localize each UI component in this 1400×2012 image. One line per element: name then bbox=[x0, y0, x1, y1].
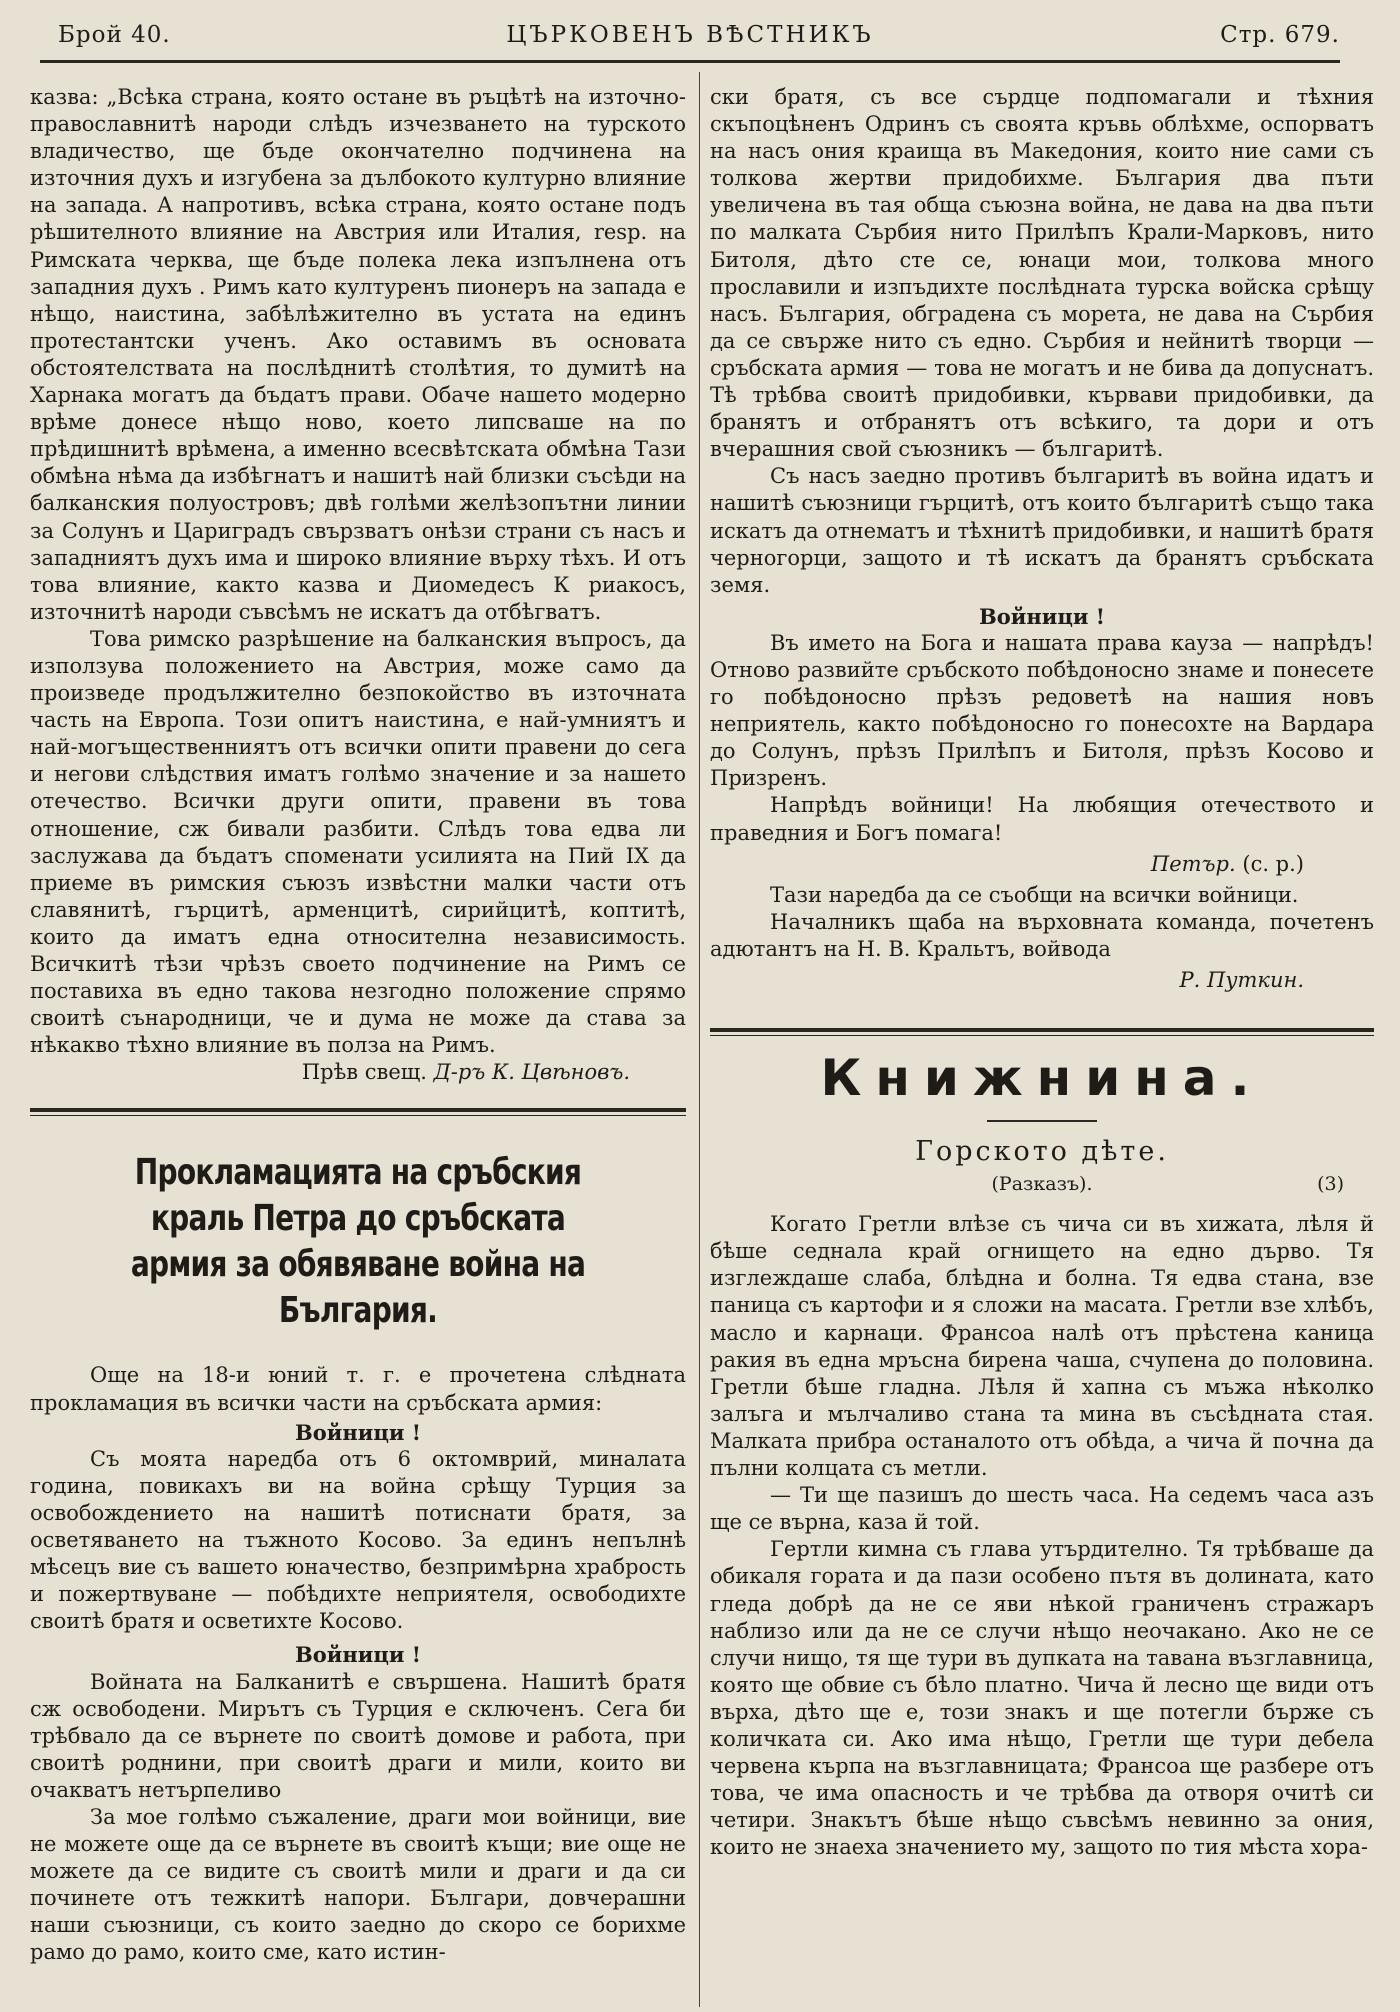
page-number: Стр. 679. bbox=[1220, 22, 1340, 48]
proclamation-paragraph: Войната на Балканитѣ е свършена. Нашитѣ братя сж освободени. Мирътъ съ Турция е сключенъ. Сега би трѣбвало да се върнете по своитѣ домове и работа, при своитѣ роднини, при своитѣ драги и мили, които ви очакватъ нетърпеливо bbox=[30, 1669, 686, 1802]
left-column bbox=[30, 84, 686, 1967]
proclamation-headline: Прокламацията на сръбския краль Петра до сръбската армия за обявяване война на България. bbox=[130, 1152, 586, 1332]
signature-name: Д-ръ К. Цвѣновъ. bbox=[433, 1060, 630, 1085]
newspaper-title: ЦЪРКОВЕНЪ ВѢСТНИКЪ bbox=[506, 22, 874, 48]
signature-prefix: Прѣв свещ. bbox=[301, 1060, 427, 1085]
article-paragraph: Това римско разрѣшение на балканския въпросъ, да използува положението на Австрия, може само да произведе продължително безпокойство въ източната часть на Европа. Този опитъ наистина, е най-умниятъ и най-могъщественниятъ отъ всички опити правени до сега и негови слѣдствия иматъ голѣмо значение и за нашето отечество. Всички други опити, правени въ това отношение, сж бивали разбити. Слѣдъ това едва ли заслужава да бъдатъ споменати усилията на Пий IX да приеме въ римския съюзъ извѣстни малки части отъ славянитѣ, гърцитѣ, арменцитѣ, сирийцитѣ, коптитѣ, които да иматъ една относителна независимость. Всичкитѣ тѣзи чрѣзъ своето подчинение на Римъ се поставиха въ едно такова незгодно положение спрямо своитѣ сънародници, че и дума не може да става за нѣкакво тѣхно влияние въ полза на Римъ. bbox=[30, 626, 686, 1058]
proclamation-paragraph: Въ името на Бога и нашата права кауза — напрѣдъ! Отново развийте сръбското побѣдоносно знаме и понесете го побѣдоносно прѣзъ редоветѣ на нашия новъ неприятель, както побѣдоносно го понесохте на Вардара до Солунъ, прѣзъ Прилѣпъ и Битоля, прѣзъ Косово и Призренъ. bbox=[710, 630, 1374, 791]
proclamation-intro: Още на 18-и юний т. г. е прочетена слѣдната прокламация въ всички части на сръбската армия: bbox=[30, 1363, 686, 1415]
issue-number: Брой 40. bbox=[58, 22, 171, 48]
story-title: Горското дѣте. bbox=[915, 1136, 1169, 1168]
heading-soldiers: Войници ! bbox=[979, 603, 1105, 629]
heading-soldiers: Войници ! bbox=[295, 1419, 421, 1445]
proclamation-paragraph: Напрѣдъ войници! На любящия отечеството и праведния и Богъ помага! bbox=[710, 793, 1374, 845]
proclamation-paragraph: Съ насъ заедно противъ българитѣ въ война идатъ и нашитѣ съюзници гърцитѣ, отъ които българитѣ също така искатъ да отнематъ и тѣхнитѣ придобивки, и нашитѣ братя черногорци, защото и тѣ искатъ да бранятъ сръбската земя. bbox=[710, 464, 1374, 597]
story-part-number: (3) bbox=[1317, 1173, 1344, 1196]
chief-signature: Р. Путкин. bbox=[1179, 968, 1304, 992]
column-divider bbox=[699, 72, 700, 2007]
article-signature bbox=[30, 1059, 630, 1086]
king-signature bbox=[710, 851, 1304, 878]
heading-soldiers: Войници ! bbox=[295, 1642, 421, 1668]
story-paragraph: Когато Гретли влѣзе съ чича си въ хижата, лѣля й бѣше седнала край огнището на едно дърво. Тя изглеждаше слаба, блѣдна и болна. Тя едва стана, взе паница съ картофи и я сложи на масата. Гретли взе хлѣбъ, масло и карнаци. Франсоа налѣ отъ прѣстена каница ракия въ една мръсна бирена чаша, счупена до половина. Гретли бѣше гладна. Лѣля й хапна съ мъжа нѣколко залъга и мълчаливо стана та мина въ съсѣдната стая. Малката прибра останалото отъ обѣда, а чича й почна да пълни колцата съ метли. bbox=[710, 1212, 1374, 1481]
proclamation-paragraph: Съ моята наредба отъ 6 октомврий, миналата година, повикахъ ви на война срѣщу Турция за освобождението на нашитѣ потиснати братя, за осветяването на тъжното Косово. За единъ непълнѣ мѣсецъ вие съ вашето юначество, безпримѣрна храбрость и пожертвуване — побѣдихте неприятеля, освободихте своитѣ братя и осветихте Косово. bbox=[30, 1446, 686, 1634]
signature-note: (с. р.) bbox=[1242, 851, 1304, 876]
chief-of-staff-line: Началникъ щаба на върховната команда, почетенъ адютантъ на Н. В. Кральтъ, войвода bbox=[710, 909, 1374, 961]
article-paragraph: казва: „Всѣка страна, която остане въ ръцѣтѣ на източно-православнитѣ народи слѣдъ изчезването на турското владичество, ще бъде окончателно подчинена на източния духъ и изгубена за дълбокото културно влияние на запада. А напротивъ, всѣка страна, която остане подъ рѣшителното влияние на Австрия или Италия, resp. на Римската черква, ще бъде полека лека изпълнена отъ западния духъ . Римъ като културенъ пионеръ на запада е нѣщо, наистина, забѣлѣжително въ устата на единъ протестантски ученъ. Ако оставимъ въ основата обстоятелствата на послѣднитѣ столѣтия, то думитѣ на Харнака могатъ да бъдатъ прави. Обаче нашето модерно врѣме донесе нѣщо ново, което липсваше на по прѣдишнитѣ врѣмена, а именно всесвѣтската обмѣна Тази обмѣна нѣма да избѣгнатъ и нашитѣ най близки съсѣди на балканския полуостровъ; двѣ голѣми желѣзопътни линии за Солунъ и Цариградъ свързватъ онѣзи страни съ насъ и западниятъ духъ има и широко влияние върху тѣхъ. И отъ това влияние, както казва и Диомедесъ К риакосъ, източнитѣ народи съвсѣмъ не искатъ да отбѣгватъ. bbox=[30, 85, 686, 624]
story-subtitle-row bbox=[710, 1171, 1374, 1201]
section-rule bbox=[30, 1108, 686, 1116]
story-paragraph: — Ти ще пазишъ до шесть часа. На седемъ часа азъ ще се върна, каза й той. bbox=[710, 1483, 1374, 1535]
story-paragraph: Гертли кимна съ глава утърдително. Тя трѣбваше да обикаля гората и да пази особено пътя въ долината, като гледа добрѣ да не се яви нѣкой граниченъ стражаръ наблизо или да не се случи нѣщо неочакано. Ако не се случи нищо, тя ще тури въ дупката на тавана възглавница, която ще обвие съ бѣло платно. Чича й лесно ще види отъ върха, дѣто ще е, този знакъ и ще потегли бърже съ количката си. Ако има нѣщо, Гретли ще тури дебела червена кърпа на възглавницата; Франсоа ще разбере отъ това, че има опасность и че трѣбва да отворя очитѣ си четири. Знакътъ бѣше нѣщо съвсѣмъ невинно за ония, които не знаеха значението му, защото по тия мѣста хора- bbox=[710, 1537, 1374, 1860]
proclamation-paragraph: За мое голѣмо съжаление, драги мои войници, вие не можете още да се върнете въ своитѣ къщи; вие още не можете да се видите съ своитѣ мили и драги и да си починете отъ тежкитѣ напори. Българи, довчерашни наши съюзници, съ които заедно до скоро се борихме рамо до рамо, които сме, като истин- bbox=[30, 1804, 686, 1965]
proclamation-paragraph: ски братя, съ все сърдце подпомагали и тѣхния скъпоцѣненъ Одринъ съ своята кръвь облѣхме, оспорватъ на насъ ония краища въ Македония, които ние сами съ толкова жертви придобихме. България два пъти увеличена въ тая обща съюзна война, не дава на два пъти по малката Сърбия нито Прилѣпъ Крали-Марковъ, нито Битоля, дѣто сте се, юнаци мои, толкова много прославили и изпъдихте послѣдната турска войска срѣщу насъ. България, обградена съ морета, не дава на Сърбия да се свърже нито съ едно. Сърбия и нейнитѣ творци — сръбската армия — това не могатъ и не бива да допуснатъ. Тѣ трѣбва своитѣ придобивки, кървави придобивки, да бранятъ и отбранятъ отъ всѣкиго, та дори и отъ вчерашния свой съюзникъ — българитѣ. bbox=[710, 85, 1374, 462]
order-note: Тази наредба да се съобщи на всички войници. bbox=[770, 882, 1299, 907]
story-genre: (Разказъ). bbox=[991, 1173, 1093, 1196]
signature-name: Петър. bbox=[1150, 851, 1236, 876]
right-column bbox=[710, 84, 1374, 1861]
section-rule bbox=[710, 1028, 1374, 1036]
section-title: Книжнина. bbox=[820, 1049, 1264, 1108]
page-header bbox=[40, 18, 1340, 58]
header-rule bbox=[40, 60, 1340, 63]
